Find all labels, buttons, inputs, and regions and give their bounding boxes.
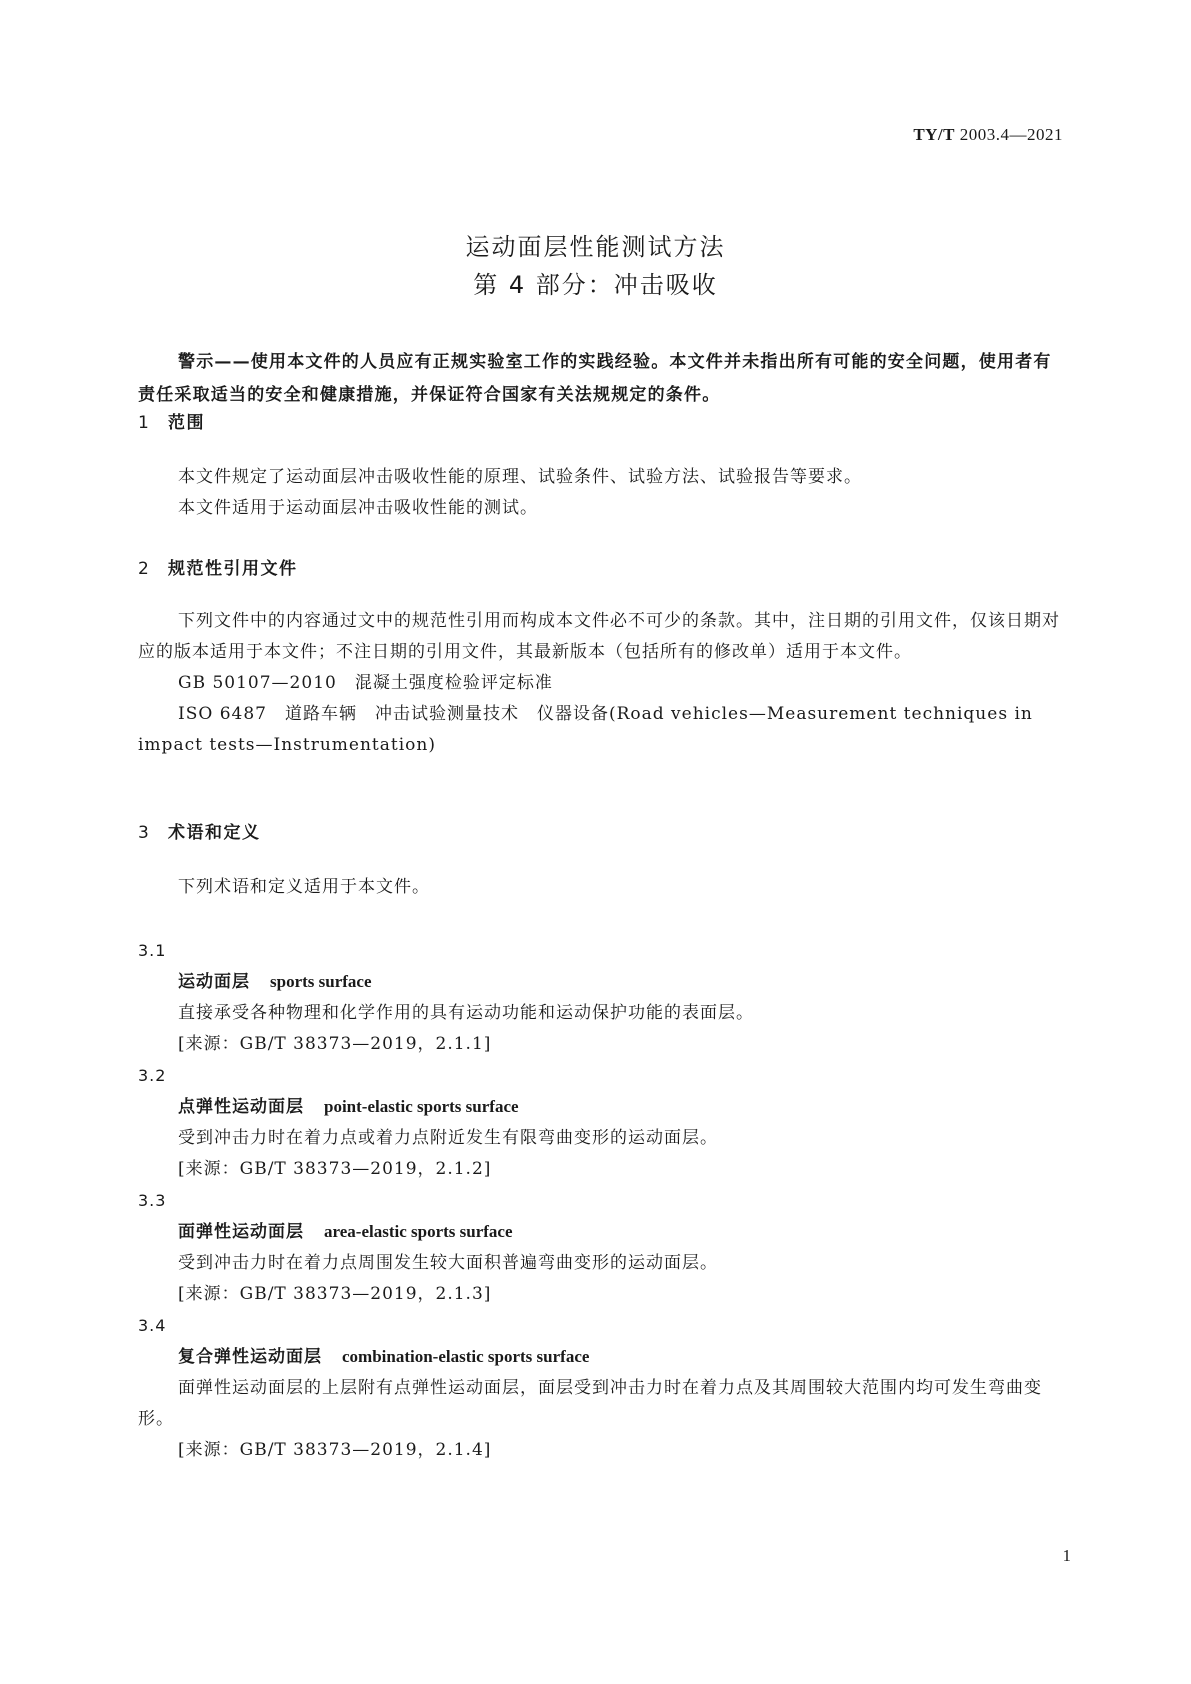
term-cn: 复合弹性运动面层: [178, 1347, 322, 1367]
term-entry: [138, 1060, 1068, 1185]
paragraph: 本文件适用于运动面层冲击吸收性能的测试。: [178, 498, 538, 518]
reference-item: GB 50107—2010 混凝土强度检验评定标准: [178, 673, 553, 693]
term-definition: 受到冲击力时在着力点周围发生较大面积普遍弯曲变形的运动面层。: [178, 1253, 718, 1273]
term-title: [138, 966, 1068, 998]
term-en: point-elastic sports surface: [324, 1097, 519, 1116]
section-body-normative-references: [138, 606, 1068, 761]
term-title: [138, 1091, 1068, 1123]
warning-notice: [138, 346, 1068, 412]
term-number: 3.4: [138, 1316, 167, 1335]
reference-item: ISO 6487 道路车辆 冲击试验测量技术 仪器设备(Road vehicles—Measurement techniques in impact tests—Instrumentation): [138, 704, 1033, 755]
title-line-2: 第 4 部分：冲击吸收: [473, 271, 718, 299]
warning-text: 警示——使用本文件的人员应有正规实验室工作的实践经验。本文件并未指出所有可能的安全问题，使用者有责任采取适当的安全和健康措施，并保证符合国家有关法规规定的条件。: [138, 352, 1052, 405]
section-heading-normative-references: [138, 554, 298, 579]
term-definition: 受到冲击力时在着力点或着力点附近发生有限弯曲变形的运动面层。: [178, 1128, 718, 1148]
term-number: 3.1: [138, 941, 167, 960]
term-number: 3.3: [138, 1191, 167, 1210]
term-entry: [138, 1310, 1068, 1466]
document-code: [913, 125, 1063, 145]
paragraph: 下列术语和定义适用于本文件。: [178, 877, 430, 897]
term-entry: [138, 1185, 1068, 1310]
paragraph: 下列文件中的内容通过文中的规范性引用而构成本文件必不可少的条款。其中，注日期的引用文件，仅该日期对应的版本适用于本文件；不注日期的引用文件，其最新版本（包括所有的修改单）适用于本文件。: [138, 611, 1060, 662]
term-cn: 面弹性运动面层: [178, 1222, 304, 1242]
section-body-terms-intro: [138, 872, 1068, 903]
standard-prefix: TY/T: [913, 125, 955, 144]
page-number: 1: [1062, 1546, 1071, 1565]
section-title: 规范性引用文件: [168, 559, 298, 579]
document-title: [0, 228, 1191, 304]
term-en: area-elastic sports surface: [324, 1222, 513, 1241]
section-number: 1: [138, 413, 151, 433]
term-source: [来源：GB/T 38373—2019，2.1.2]: [178, 1159, 492, 1179]
section-title: 范围: [168, 413, 205, 433]
term-en: sports surface: [270, 972, 372, 991]
section-heading-scope: [138, 408, 205, 433]
term-title: [138, 1341, 1068, 1373]
terms-list: [138, 935, 1068, 1466]
term-entry: [138, 935, 1068, 1060]
section-body-scope: [138, 462, 1068, 524]
term-source: [来源：GB/T 38373—2019，2.1.1]: [178, 1034, 492, 1054]
title-line-1: 运动面层性能测试方法: [465, 233, 726, 261]
term-cn: 运动面层: [178, 972, 250, 992]
term-title: [138, 1216, 1068, 1248]
section-title: 术语和定义: [168, 823, 261, 843]
term-definition: 直接承受各种物理和化学作用的具有运动功能和运动保护功能的表面层。: [178, 1003, 754, 1023]
term-en: combination-elastic sports surface: [342, 1347, 590, 1366]
term-source: [来源：GB/T 38373—2019，2.1.4]: [178, 1440, 492, 1460]
paragraph: 本文件规定了运动面层冲击吸收性能的原理、试验条件、试验方法、试验报告等要求。: [178, 467, 862, 487]
term-source: [来源：GB/T 38373—2019，2.1.3]: [178, 1284, 492, 1304]
section-number: 2: [138, 559, 151, 579]
term-number: 3.2: [138, 1066, 167, 1085]
section-number: 3: [138, 823, 151, 843]
term-cn: 点弹性运动面层: [178, 1097, 304, 1117]
section-heading-terms: [138, 818, 261, 843]
standard-number: 2003.4—2021: [959, 125, 1063, 144]
term-definition: 面弹性运动面层的上层附有点弹性运动面层，面层受到冲击力时在着力点及其周围较大范围内均可发生弯曲变形。: [138, 1378, 1042, 1429]
